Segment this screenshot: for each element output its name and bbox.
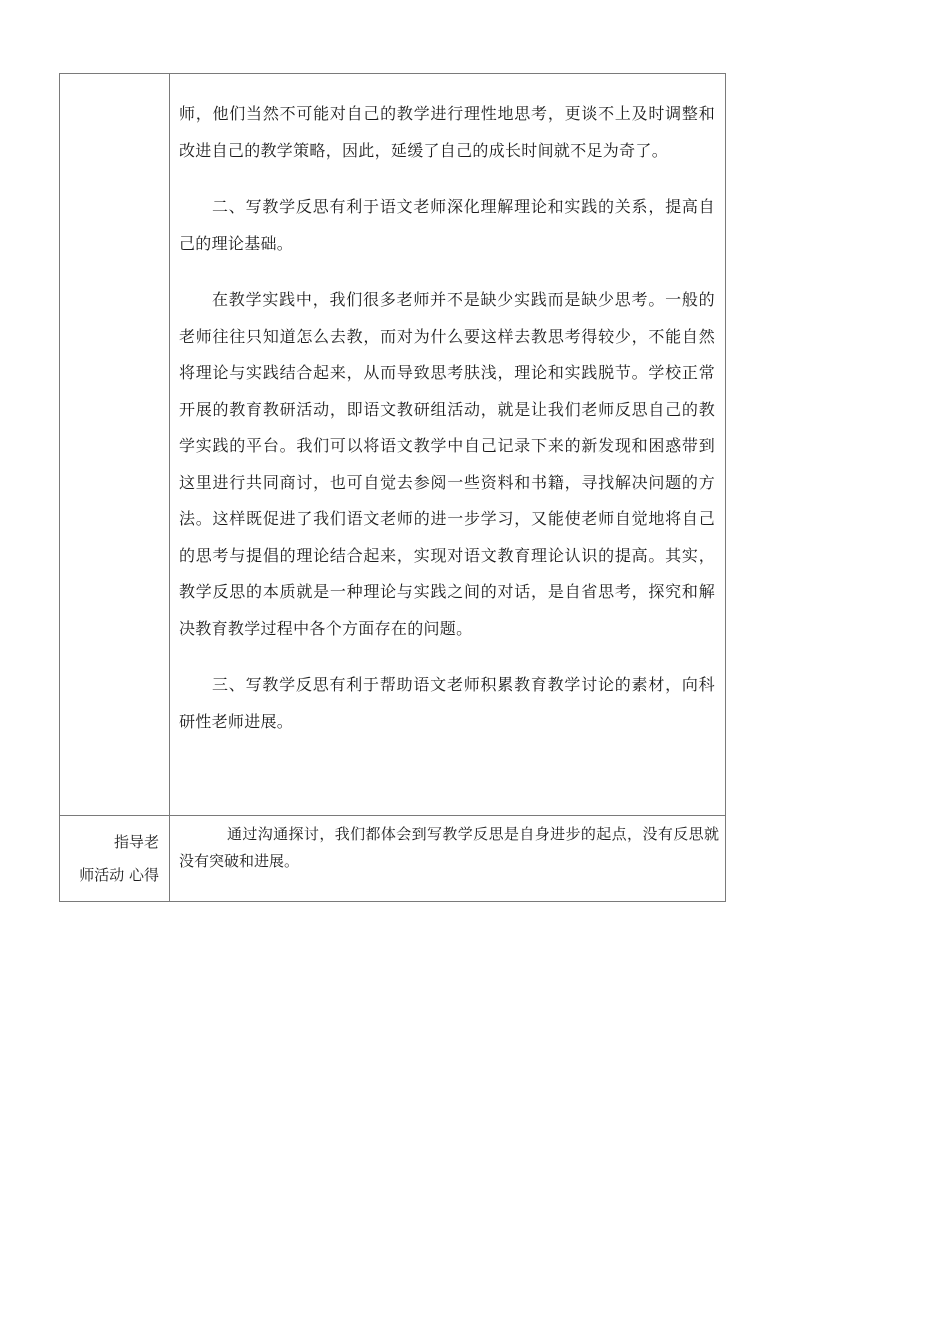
- guide-row: [60, 816, 726, 902]
- main-content-cell: [170, 74, 726, 816]
- main-label-cell: [60, 74, 170, 816]
- guide-content-text: 通过沟通探讨，我们都体会到写教学反思是自身进步的起点，没有反思就没有突破和进展。: [179, 825, 719, 870]
- report-table: [59, 73, 726, 902]
- paragraph-point-three: 三、写教学反思有利于帮助语文老师积累教育教学讨论的素材，向科研性老师进展。: [179, 675, 715, 731]
- guide-content-cell: [170, 816, 726, 902]
- guide-label-cell: [60, 816, 170, 902]
- paragraph-practice: 在教学实践中，我们很多老师并不是缺少实践而是缺少思考。一般的老师往往只知道怎么去教，而对为什么要这样去教思考得较少，不能自然将理论与实践结合起来，从而导致思考肤浅，理论和实践脱节。学校正常开展的教育教研活动，即语文教研组活动，就是让我们老师反思自己的教学实践的平台。我们可以将语文教学中自己记录下来的新发现和困惑带到这里进行共同商讨，也可自觉去参阅一些资料和书籍，寻找解决问题的方法。这样既促进了我们语文老师的进一步学习，又能使老师自觉地将自己的思考与提倡的理论结合起来，实现对语文教育理论认识的提高。其实，教学反思的本质就是一种理论与实践之间的对话，是自省思考，探究和解决教育教学过程中各个方面存在的问题。: [179, 290, 715, 638]
- main-row: [60, 74, 726, 816]
- paragraph-continuation: 师，他们当然不可能对自己的教学进行理性地思考，更谈不上及时调整和改进自己的教学策略，因此，延缓了自己的成长时间就不足为奇了。: [179, 104, 715, 160]
- guide-label-line2: 师活动 心得: [79, 866, 159, 884]
- guide-label-line1: 指导老: [113, 833, 159, 851]
- paragraph-point-two: 二、写教学反思有利于语文老师深化理解理论和实践的关系，提高自己的理论基础。: [179, 197, 715, 253]
